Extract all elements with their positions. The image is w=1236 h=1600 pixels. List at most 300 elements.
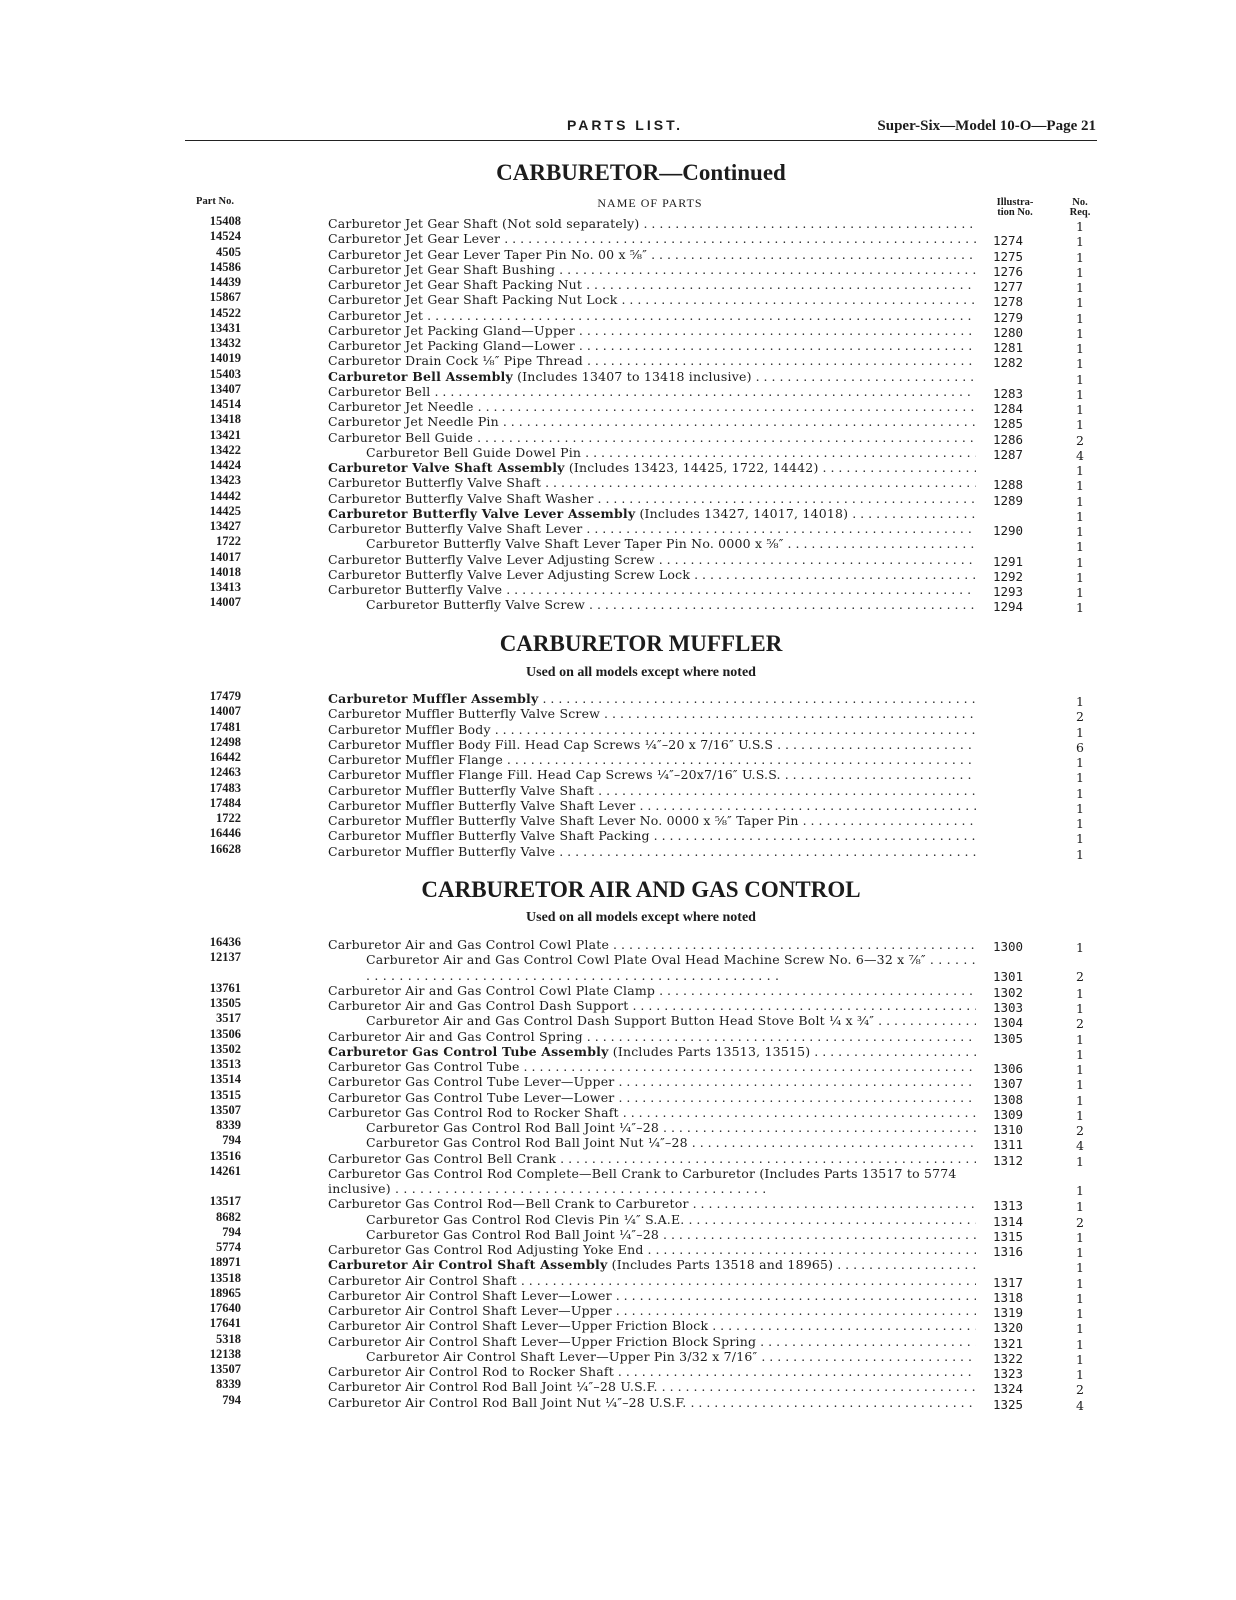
part-name-text: Carburetor Air Control Shaft: [328, 1272, 517, 1288]
part-number: 14007: [209, 595, 241, 610]
part-name: [328, 338, 976, 353]
part-name-text: Carburetor Air Control Shaft Lever—Upper Pin 3/32 x 7/16″: [366, 1348, 758, 1364]
part-number: 12463: [209, 765, 241, 780]
part-name-text: Carburetor Muffler Body: [328, 721, 491, 737]
illustration-number: 1292: [992, 568, 1024, 584]
part-name-text: Carburetor Butterfly Valve Shaft Lever: [328, 521, 583, 536]
illustration-number: 1294: [992, 599, 1024, 615]
part-name: [328, 292, 976, 307]
part-number: 13418: [209, 412, 241, 427]
part-number: 13515: [209, 1087, 241, 1102]
part-number: 14586: [209, 259, 241, 274]
illustration-number: 1307: [992, 1076, 1024, 1092]
part-name-assembly: Carburetor Muffler Assembly: [328, 691, 539, 706]
part-number: 17483: [209, 780, 241, 795]
part-number: 13518: [209, 1270, 241, 1285]
quantity-required: 1: [1076, 1107, 1084, 1123]
part-name-text: (Includes Parts 13518 and 18965): [607, 1257, 834, 1273]
illustration-number: 1301: [992, 969, 1024, 985]
quantity-required: 1: [1076, 417, 1084, 433]
quantity-required: 2: [1076, 1214, 1084, 1230]
parts-table-muffler: [0, 689, 1236, 862]
quantity-required: 1: [1076, 985, 1084, 1001]
part-name: [328, 1151, 976, 1166]
quantity-required: 1: [1076, 310, 1084, 326]
part-number: 14018: [209, 564, 241, 579]
part-number: 14522: [209, 305, 241, 320]
part-name-text: Carburetor Bell: [328, 383, 431, 399]
illustration-number: 1321: [992, 1335, 1024, 1351]
quantity-required: 1: [1076, 1046, 1084, 1062]
illustration-number: 1304: [992, 1015, 1024, 1031]
quantity-required: 1: [1076, 1245, 1084, 1260]
quantity-required: 1: [1076, 539, 1084, 555]
part-name: [328, 475, 976, 490]
part-name-text: Carburetor Gas Control Tube Lever—Upper: [328, 1074, 615, 1090]
part-name-text: Carburetor Jet: [328, 307, 424, 323]
part-number: 14007: [209, 704, 241, 719]
quantity-required: 1: [1076, 585, 1084, 600]
quantity-required: 1: [1076, 800, 1084, 816]
part-name-text: (Includes Parts 13513, 13515): [608, 1043, 811, 1059]
part-name: [328, 1242, 976, 1257]
illustration-number: 1284: [992, 401, 1024, 416]
part-name-text: Carburetor Gas Control Rod Clevis Pin ¼″ S.A.E.: [366, 1211, 685, 1227]
part-number: 13761: [209, 980, 241, 995]
part-name: [366, 1135, 976, 1150]
quantity-required: 1: [1076, 1367, 1084, 1382]
part-name: [366, 1349, 976, 1364]
part-name: [328, 691, 976, 706]
part-number: 14442: [209, 488, 241, 503]
part-name-text: Carburetor Butterfly Valve Shaft Lever Taper Pin No. 0000 x ⅝″: [366, 536, 784, 552]
part-name-text: Carburetor Air and Gas Control Cowl Plate Clamp: [328, 982, 656, 998]
part-name-text: Carburetor Butterfly Valve Shaft Washer: [328, 490, 594, 506]
quantity-required: 1: [1076, 1031, 1084, 1047]
part-number: 794: [222, 1224, 241, 1239]
illustration-number: 1318: [992, 1289, 1024, 1305]
part-name: [328, 1395, 976, 1410]
part-number: 13431: [209, 320, 241, 335]
part-number: 13432: [209, 336, 241, 350]
quantity-required: 6: [1076, 739, 1084, 755]
part-number: 18971: [209, 1255, 241, 1270]
part-name: [328, 1379, 976, 1394]
part-name-text: Carburetor Air and Gas Control Spring: [328, 1028, 583, 1044]
quantity-required: 1: [1076, 1182, 1084, 1198]
illustration-number: 1316: [992, 1244, 1024, 1259]
illustration-number: 1276: [992, 263, 1024, 279]
part-name: [328, 369, 976, 384]
illustration-number: 1287: [992, 446, 1024, 462]
part-name: [328, 998, 976, 1013]
part-name: [366, 1227, 976, 1242]
illustration-number: 1317: [992, 1274, 1024, 1290]
quantity-required: 1: [1076, 356, 1084, 372]
part-name: [328, 353, 976, 368]
illustration-number: 1325: [992, 1396, 1024, 1412]
illustration-number: 1310: [992, 1122, 1024, 1137]
quantity-required: 1: [1076, 724, 1084, 740]
part-name: [328, 384, 976, 399]
illustration-number: 1324: [992, 1381, 1024, 1397]
quantity-required: 1: [1076, 524, 1084, 539]
part-name: [366, 1013, 976, 1028]
quantity-required: 1: [1076, 1153, 1084, 1169]
quantity-required: 1: [1076, 755, 1084, 770]
part-number: 5774: [216, 1240, 241, 1254]
part-number: 16436: [209, 935, 241, 949]
part-name-text: (Includes 13427, 14017, 14018): [635, 505, 849, 521]
quantity-required: 1: [1076, 463, 1084, 478]
quantity-required: 1: [1076, 1260, 1084, 1276]
quantity-required: 1: [1076, 770, 1084, 786]
illustration-number: 1309: [992, 1106, 1024, 1122]
part-name: [328, 783, 976, 798]
part-name: [328, 582, 976, 597]
part-number: 13517: [209, 1194, 241, 1209]
part-number: 13516: [209, 1148, 241, 1163]
part-name-text: Carburetor Gas Control Rod Adjusting Yoke End: [328, 1242, 644, 1257]
part-name: [328, 813, 976, 828]
part-name: [328, 844, 976, 859]
part-name: [328, 262, 976, 277]
illustration-number: 1320: [992, 1320, 1024, 1336]
illustration-number: 1283: [992, 385, 1024, 401]
quantity-required: 1: [1076, 1290, 1084, 1306]
part-name-text: Carburetor Jet Gear Lever: [328, 231, 501, 247]
quantity-required: 1: [1076, 386, 1084, 402]
part-name-assembly: Carburetor Air Control Shaft Assembly: [328, 1257, 608, 1273]
part-name-text: Carburetor Air Control Rod to Rocker Shaft: [328, 1364, 614, 1379]
part-number: 13513: [209, 1057, 241, 1071]
part-name: [328, 430, 976, 445]
quantity-required: 1: [1076, 493, 1084, 509]
part-name-text: Carburetor Air Control Shaft Lever—Lower: [328, 1287, 612, 1303]
parts-table-carburetor: [0, 214, 1236, 616]
part-name-text: Carburetor Gas Control Rod Ball Joint Nut ¼″–28: [366, 1135, 688, 1151]
quantity-required: 1: [1076, 1229, 1084, 1245]
quantity-required: 1: [1076, 831, 1084, 847]
part-name-text: Carburetor Air and Gas Control Dash Support Button Head Stove Bolt ¼ x ¾″: [366, 1013, 875, 1029]
part-name-text: Carburetor Butterfly Valve Screw: [366, 597, 586, 613]
part-name: [328, 506, 976, 521]
part-name: [328, 308, 976, 323]
illustration-number: 1279: [992, 309, 1024, 325]
quantity-required: 1: [1076, 1321, 1084, 1337]
part-name-text: Carburetor Gas Control Rod Complete—Bell Crank to Carburetor (Includes Parts 13517 to 5774 inclusive) . . . . . . . . . . . . . . . . . . . . . . . . . . . . . . . . . . . . . . . . . . . . .: [328, 1165, 957, 1196]
col-head-illustration: Illustra- tion No.: [996, 197, 1034, 218]
part-name-text: Carburetor Muffler Butterfly Valve Shaft: [328, 782, 595, 798]
illustration-number: 1289: [992, 492, 1024, 508]
quantity-required: 1: [1076, 219, 1084, 234]
part-name-text: Carburetor Air and Gas Control Dash Support: [328, 998, 629, 1013]
quantity-required: 1: [1076, 371, 1084, 387]
part-number: 1722: [216, 811, 241, 825]
part-name: [328, 798, 976, 813]
part-name-text: Carburetor Bell Guide: [328, 429, 474, 445]
quantity-required: 1: [1076, 478, 1084, 494]
part-name-text: Carburetor Muffler Butterfly Valve Shaft Lever: [328, 797, 636, 813]
part-name-text: Carburetor Air Control Rod Ball Joint Nut ¼″–28 U.S.F.: [328, 1394, 687, 1410]
part-name: [328, 460, 976, 475]
part-number: 13505: [209, 996, 241, 1010]
part-number: 13514: [209, 1072, 241, 1087]
part-name-text: Carburetor Air Control Shaft Lever—Upper: [328, 1303, 612, 1318]
part-number: 794: [222, 1392, 241, 1407]
part-name-text: (Includes 13423, 14425, 1722, 14442): [564, 460, 819, 475]
part-name-assembly: Carburetor Valve Shaft Assembly: [328, 460, 565, 475]
illustration-number: 1311: [992, 1137, 1024, 1153]
illustration-number: 1305: [992, 1030, 1024, 1046]
part-name-text: Carburetor Air Control Rod Ball Joint ¼″–28 U.S.F.: [328, 1379, 658, 1395]
part-number: 17484: [209, 795, 241, 810]
quantity-required: 1: [1076, 1077, 1084, 1093]
part-number: 17640: [209, 1301, 241, 1315]
part-name: [328, 937, 976, 952]
part-number: 14425: [209, 503, 241, 518]
part-name-text: Carburetor Gas Control Tube Lever—Lower: [328, 1089, 615, 1105]
quantity-required: 1: [1076, 264, 1084, 280]
quantity-required: 2: [1076, 969, 1084, 985]
part-name-text: Carburetor Gas Control Rod Ball Joint ¼″–28: [366, 1120, 660, 1135]
part-name: [328, 1105, 976, 1120]
part-number: 8339: [216, 1118, 241, 1132]
part-name-text: Carburetor Jet Packing Gland—Lower: [328, 338, 575, 353]
illustration-number: 1281: [992, 340, 1024, 355]
illustration-number: 1278: [992, 294, 1024, 310]
quantity-required: 1: [1076, 785, 1084, 801]
part-number: 17641: [209, 1316, 241, 1331]
illustration-number: 1302: [992, 984, 1024, 1000]
quantity-required: 1: [1076, 1062, 1084, 1077]
part-name: [328, 399, 976, 414]
part-number: 5318: [216, 1331, 241, 1346]
part-number: 13407: [209, 381, 241, 396]
illustration-number: 1291: [992, 553, 1024, 569]
part-name: [328, 231, 976, 246]
table-row: [0, 595, 1236, 616]
illustration-number: 1275: [992, 248, 1024, 264]
part-name-text: Carburetor Gas Control Rod—Bell Crank to Carburetor: [328, 1196, 689, 1212]
part-name: [366, 536, 976, 551]
part-number: 16628: [209, 841, 241, 856]
part-name-text: Carburetor Muffler Body Fill. Head Cap Screws ¼″–20 x 7/16″ U.S.S: [328, 736, 774, 752]
part-name: [328, 828, 976, 843]
quantity-required: 1: [1076, 249, 1084, 265]
part-name: [328, 521, 976, 536]
part-name-text: Carburetor Butterfly Valve: [328, 582, 503, 597]
part-number: 3517: [216, 1011, 241, 1026]
quantity-required: 1: [1076, 1306, 1084, 1321]
quantity-required: 2: [1076, 1016, 1084, 1032]
part-number: 13506: [209, 1026, 241, 1041]
part-name: [328, 1090, 976, 1105]
illustration-number: 1322: [992, 1350, 1024, 1366]
part-name-text: Carburetor Gas Control Bell Crank: [328, 1150, 557, 1166]
part-name: [328, 983, 976, 998]
part-number: 13413: [209, 580, 241, 594]
part-name: [328, 706, 976, 721]
part-name-text: Carburetor Jet Gear Lever Taper Pin No. 00 x ⅝″: [328, 246, 648, 262]
illustration-number: 1323: [992, 1366, 1024, 1381]
part-number: 14514: [209, 397, 241, 411]
part-number: 13507: [209, 1362, 241, 1376]
illustration-number: 1319: [992, 1305, 1024, 1320]
section-title-muffler: CARBURETOR MUFFLER: [499, 631, 783, 656]
part-name-text: Carburetor Jet Gear Shaft Packing Nut: [328, 277, 583, 292]
quantity-required: 2: [1076, 1123, 1084, 1138]
part-name-text: Carburetor Muffler Butterfly Valve Screw: [328, 706, 601, 722]
part-name: [328, 414, 976, 429]
part-name-text: Carburetor Muffler Butterfly Valve Shaft Lever No. 0000 x ⅝″ Taper Pin: [328, 813, 799, 828]
part-name-text: Carburetor Jet Gear Shaft (Not sold separately): [328, 216, 640, 231]
part-name-text: Carburetor Jet Needle: [328, 399, 474, 414]
quantity-required: 1: [1076, 1351, 1084, 1367]
part-name: [328, 1166, 976, 1197]
illustration-number: 1293: [992, 584, 1024, 599]
illustration-number: 1288: [992, 477, 1024, 493]
quantity-required: 1: [1076, 846, 1084, 862]
quantity-required: 1: [1076, 280, 1084, 295]
header-page-ref: Super-Six—Model 10-O—Page 21: [877, 118, 1096, 134]
part-number: 1722: [216, 534, 241, 549]
part-number: 12138: [209, 1346, 241, 1361]
part-name-assembly: Carburetor Butterfly Valve Lever Assembly: [328, 505, 636, 521]
quantity-required: 1: [1076, 1001, 1084, 1016]
part-name: [328, 1257, 976, 1272]
part-number: 16446: [209, 826, 241, 841]
quantity-required: 1: [1076, 1092, 1084, 1108]
illustration-number: 1277: [992, 279, 1024, 294]
part-number: 13421: [209, 427, 241, 442]
part-name-text: Carburetor Muffler Flange Fill. Head Cap Screws ¼″–20x7/16″ U.S.S.: [328, 767, 781, 783]
part-name: [328, 277, 976, 292]
illustration-number: 1282: [992, 355, 1024, 371]
part-name-text: (Includes 13407 to 13418 inclusive): [512, 368, 752, 384]
part-name-text: Carburetor Muffler Flange: [328, 752, 503, 767]
part-number: 12498: [209, 734, 241, 749]
part-number: 14439: [209, 275, 241, 289]
part-name: [366, 597, 976, 612]
part-number: 794: [222, 1133, 241, 1148]
quantity-required: 1: [1076, 569, 1084, 585]
part-name-text: Carburetor Muffler Butterfly Valve: [328, 843, 556, 859]
part-name: [328, 1044, 976, 1059]
illustration-number: 1313: [992, 1198, 1024, 1214]
quantity-required: 1: [1076, 940, 1084, 955]
part-number: 13422: [209, 442, 241, 457]
quantity-required: 1: [1076, 402, 1084, 417]
illustration-number: 1274: [992, 233, 1024, 249]
part-name-text: Carburetor Butterfly Valve Shaft: [328, 475, 542, 491]
quantity-required: 1: [1076, 1199, 1084, 1215]
part-number: 13507: [209, 1102, 241, 1117]
part-name-text: Carburetor Gas Control Tube: [328, 1059, 520, 1074]
part-name: [328, 1364, 976, 1379]
quantity-required: 2: [1076, 432, 1084, 448]
part-name: [328, 491, 976, 506]
part-number: 15403: [209, 366, 241, 381]
quantity-required: 1: [1076, 508, 1084, 524]
section-subtitle-air-gas-control: Used on all models except where noted: [526, 910, 756, 925]
part-name-text: Carburetor Air Control Shaft Lever—Upper Friction Block: [328, 1318, 709, 1334]
part-name-text: Carburetor Air and Gas Control Cowl Plate Oval Head Machine Screw No. 6—32 x ⅞″ . . . . . . . . . . . . . . . . . . . . . . . . . . . . . . . . . . . . . . . . . . . . . . . . . . . . . . . .: [366, 952, 976, 983]
quantity-required: 1: [1076, 325, 1084, 341]
part-number: 13502: [209, 1041, 241, 1056]
part-name: [328, 552, 976, 567]
part-name: [328, 1029, 976, 1044]
part-number: 17481: [209, 719, 241, 734]
part-name: [328, 767, 976, 782]
part-name-assembly: Carburetor Gas Control Tube Assembly: [328, 1043, 609, 1059]
illustration-number: 1315: [992, 1228, 1024, 1244]
illustration-number: 1290: [992, 523, 1024, 538]
part-name: [328, 247, 976, 262]
part-name: [366, 1212, 976, 1227]
part-name: [328, 1059, 976, 1074]
part-name: [366, 445, 976, 460]
part-name: [328, 722, 976, 737]
part-number: 15408: [209, 214, 241, 228]
quantity-required: 1: [1076, 234, 1084, 250]
section-title-carburetor: CARBURETOR—Continued: [496, 160, 786, 185]
col-head-required: No. Req.: [1069, 197, 1091, 218]
illustration-number: 1308: [992, 1091, 1024, 1107]
part-number: 15867: [209, 290, 241, 305]
table-row: [0, 1392, 1236, 1413]
part-name: [328, 1074, 976, 1089]
col-head-name: NAME OF PARTS: [597, 196, 703, 210]
part-name-text: Carburetor Butterfly Valve Lever Adjusting Screw: [328, 551, 655, 567]
part-number: 12137: [209, 950, 241, 965]
part-name-text: Carburetor Jet Gear Shaft Packing Nut Lock: [328, 292, 618, 308]
part-name-text: Carburetor Drain Cock ⅛″ Pipe Thread: [328, 353, 583, 369]
part-number: 8339: [216, 1377, 241, 1392]
table-row: [0, 841, 1236, 862]
part-name-text: Carburetor Bell Guide Dowel Pin: [366, 444, 582, 460]
part-number: 18965: [209, 1285, 241, 1300]
part-name-text: Carburetor Butterfly Valve Lever Adjusting Screw Lock: [328, 566, 691, 582]
part-name: [366, 1120, 976, 1135]
quantity-required: 1: [1076, 295, 1084, 311]
part-name: [328, 1273, 976, 1288]
part-number: 14019: [209, 351, 241, 366]
part-name-text: Carburetor Muffler Butterfly Valve Shaft Packing: [328, 828, 650, 844]
quantity-required: 4: [1076, 1397, 1084, 1413]
parts-table-air-gas-control: [0, 935, 1236, 1413]
quantity-required: 1: [1076, 600, 1084, 616]
illustration-number: 1303: [992, 1000, 1024, 1015]
illustration-number: 1314: [992, 1213, 1024, 1229]
quantity-required: 2: [1076, 1382, 1084, 1398]
table-row: [0, 952, 1236, 983]
illustration-number: 1300: [992, 939, 1024, 954]
part-name: [328, 1334, 976, 1349]
part-number: 16442: [209, 750, 241, 764]
part-name-text: Carburetor Jet Gear Shaft Bushing: [328, 261, 556, 277]
quantity-required: 1: [1076, 1275, 1084, 1291]
part-number: 13427: [209, 519, 241, 533]
part-name: [328, 1318, 976, 1333]
part-name: [328, 323, 976, 338]
quantity-required: 1: [1076, 694, 1084, 709]
part-name: [328, 1288, 976, 1303]
part-number: 14261: [209, 1163, 241, 1178]
illustration-number: 1312: [992, 1152, 1024, 1168]
part-name: [328, 1196, 976, 1211]
part-number: 13423: [209, 473, 241, 488]
